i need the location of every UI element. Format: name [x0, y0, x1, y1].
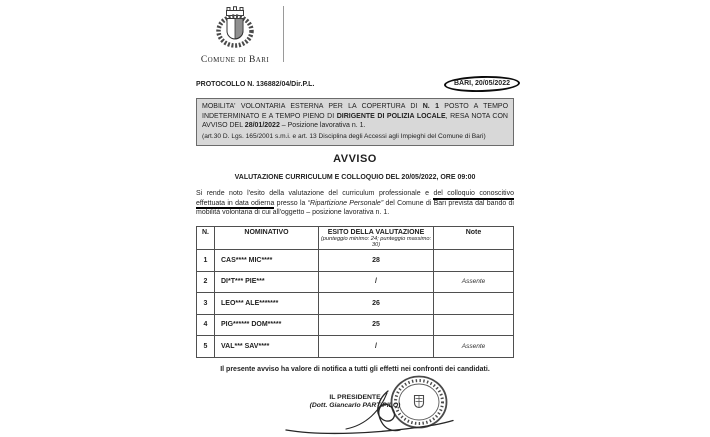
table-row	[197, 314, 514, 336]
cell-note	[434, 314, 514, 336]
cell-score: 25	[319, 314, 434, 336]
cell-candidate-name: CAS**** MIC****	[215, 250, 319, 272]
col-header-result-sub: (punteggio minimo: 24; punteggio massimo: 30)	[320, 236, 432, 249]
cell-score: /	[319, 336, 434, 358]
col-header-result-title: ESITO DELLA VALUTAZIONE	[327, 228, 425, 236]
cell-candidate-name: LEO*** ALE*******	[215, 293, 319, 315]
col-header-name: NOMINATIVO	[215, 226, 319, 250]
cell-score: /	[319, 271, 434, 293]
col-header-result	[319, 226, 434, 250]
cell-number: 3	[197, 293, 215, 315]
org-name: Comune di Bari	[200, 55, 270, 65]
legal-reference: (art.30 D. Lgs. 165/2001 s.m.i. e art. 13 Disciplina degli Accessi agli Impieghi del Comune di Bari)	[202, 132, 486, 140]
cell-number: 2	[197, 271, 215, 293]
subject-text: – Posizione lavorativa n. 1.	[279, 122, 366, 130]
subject-text: POSTO A TEMPO INDETERMINATO E A TEMPO PIENO DI	[202, 103, 509, 120]
subject-text: MOBILITA' VOLONTARIA ESTERNA PER LA COPERTURA DI	[202, 103, 423, 110]
subject-highlight-box	[196, 98, 514, 146]
table-row	[197, 293, 514, 315]
body-text: Si rende noto l'esito della valutazione del curriculum professionale e	[196, 190, 434, 198]
bari-crest-icon	[212, 3, 258, 49]
cell-number: 5	[197, 336, 215, 358]
page-subtitle: VALUTAZIONE CURRICULUM E COLLOQUIO DEL 20/05/2022, ORE 09:00	[234, 174, 476, 182]
signature-area	[196, 375, 514, 437]
body-underlined-text: del colloquio conoscitivo effettuata in data odierna	[196, 190, 514, 209]
subject-text: , RESA NOTA CON AVVISO DEL	[202, 112, 508, 130]
protocol-row	[196, 76, 514, 92]
protocol-number: PROTOCOLLO N. 136882/04/Dir.P.L.	[196, 80, 315, 88]
signer-name: (Dott. Giancarlo PARTIPILO)	[309, 401, 401, 409]
scanned-document	[196, 0, 514, 409]
document-header	[196, 0, 514, 65]
table-row	[197, 271, 514, 293]
cell-note	[434, 293, 514, 315]
col-header-n: N.	[197, 226, 215, 250]
cell-number: 1	[197, 250, 215, 272]
cell-candidate-name: PIG****** DOM*****	[215, 314, 319, 336]
body-paragraph	[196, 189, 514, 218]
table-row	[197, 250, 514, 272]
results-table	[196, 226, 514, 358]
place-date-block	[444, 76, 520, 92]
cell-note: Assente	[434, 336, 514, 358]
body-text: del Comune di Bari prevista dal bando di mobilità volontaria di cui all'oggetto – posizione lavorativa n. 1.	[196, 199, 514, 217]
subject-bold-role: DIRIGENTE DI POLIZIA LOCALE	[336, 112, 446, 120]
cell-score: 26	[319, 293, 434, 315]
cell-candidate-name: DI*T*** PIE***	[215, 271, 319, 293]
handwritten-signature-icon	[282, 389, 472, 437]
subject-bold-date: 28/01/2022	[244, 122, 280, 130]
body-text: presso la	[274, 199, 308, 207]
signer-role: IL PRESIDENTE	[329, 393, 381, 401]
cell-note: Assente	[434, 271, 514, 293]
subject-bold-posts: N. 1	[422, 103, 439, 110]
header-divider-line	[283, 6, 284, 62]
logo-block	[196, 3, 274, 65]
cell-note	[434, 250, 514, 272]
cell-candidate-name: VAL*** SAV****	[215, 336, 319, 358]
cell-score: 28	[319, 250, 434, 272]
table-row	[197, 336, 514, 358]
page-title: AVVISO	[333, 153, 377, 166]
cell-number: 4	[197, 314, 215, 336]
table-header-row	[197, 226, 514, 250]
body-italic-text: “Ripartizione Personale”	[307, 199, 384, 207]
col-header-note: Note	[434, 226, 514, 250]
place-date: BARI, 20/05/2022	[453, 80, 510, 87]
closing-note: Il presente avviso ha valore di notifica a tutti gli effetti nei confronti dei candidati.	[220, 365, 490, 373]
